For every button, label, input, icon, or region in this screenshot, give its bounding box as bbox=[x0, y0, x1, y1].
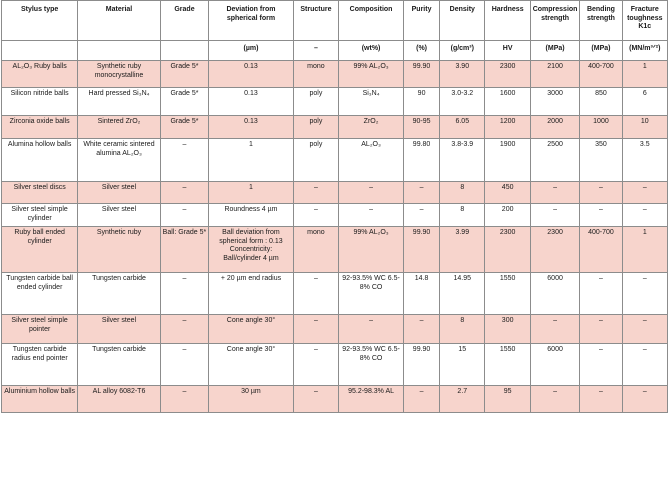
cell-purity: 14.8 bbox=[404, 273, 440, 315]
cell-material: Sintered ZrO₂ bbox=[78, 116, 160, 139]
cell-fracture-toughness: – bbox=[622, 182, 667, 204]
cell-material: Synthetic ruby bbox=[78, 227, 160, 273]
table-row bbox=[2, 315, 668, 344]
cell-fracture-toughness: 1 bbox=[622, 227, 667, 273]
cell-stylus-type: Silver steel simple pointer bbox=[2, 315, 78, 344]
cell-bending-strength: – bbox=[580, 344, 622, 386]
table-row bbox=[2, 61, 668, 88]
cell-bending-strength: 400-700 bbox=[580, 227, 622, 273]
cell-grade: – bbox=[160, 139, 208, 182]
cell-structure: – bbox=[293, 273, 338, 315]
table-row bbox=[2, 227, 668, 273]
cell-purity: 90-95 bbox=[404, 116, 440, 139]
cell-material: Silver steel bbox=[78, 182, 160, 204]
cell-hardness: 95 bbox=[485, 386, 530, 413]
cell-structure: mono bbox=[293, 61, 338, 88]
cell-deviation: 0.13 bbox=[209, 116, 294, 139]
units-row bbox=[2, 41, 668, 61]
cell-bending-strength: 1000 bbox=[580, 116, 622, 139]
cell-bending-strength: 350 bbox=[580, 139, 622, 182]
cell-structure: – bbox=[293, 315, 338, 344]
cell-stylus-type: Tungsten carbide ball ended cylinder bbox=[2, 273, 78, 315]
cell-density: 15 bbox=[440, 344, 485, 386]
cell-material: Hard pressed Si₃N₄ bbox=[78, 88, 160, 116]
unit-fracture-toughness: (MN/m³ᐟ²) bbox=[622, 41, 667, 61]
cell-compression-strength: – bbox=[530, 315, 579, 344]
cell-bending-strength: – bbox=[580, 182, 622, 204]
cell-stylus-type: Alumina hollow balls bbox=[2, 139, 78, 182]
unit-material bbox=[78, 41, 160, 61]
table-row bbox=[2, 182, 668, 204]
cell-deviation: 30 µm bbox=[209, 386, 294, 413]
header-purity: Purity bbox=[404, 1, 440, 41]
header-material: Material bbox=[78, 1, 160, 41]
cell-hardness: 300 bbox=[485, 315, 530, 344]
cell-compression-strength: 3000 bbox=[530, 88, 579, 116]
cell-fracture-toughness: 3.5 bbox=[622, 139, 667, 182]
unit-purity: (%) bbox=[404, 41, 440, 61]
header-compression-strength: Compression strength bbox=[530, 1, 579, 41]
cell-hardness: 450 bbox=[485, 182, 530, 204]
cell-purity: 99.90 bbox=[404, 61, 440, 88]
cell-density: 8 bbox=[440, 315, 485, 344]
cell-purity: 99.90 bbox=[404, 344, 440, 386]
cell-stylus-type: Aluminium hollow balls bbox=[2, 386, 78, 413]
cell-stylus-type: Zirconia oxide balls bbox=[2, 116, 78, 139]
cell-density: 14.95 bbox=[440, 273, 485, 315]
cell-stylus-type: Ruby ball ended cylinder bbox=[2, 227, 78, 273]
unit-bending-strength: (MPa) bbox=[580, 41, 622, 61]
cell-grade: Grade 5* bbox=[160, 88, 208, 116]
cell-deviation: 0.13 bbox=[209, 61, 294, 88]
cell-deviation: Roundness 4 µm bbox=[209, 204, 294, 227]
cell-compression-strength: 2000 bbox=[530, 116, 579, 139]
cell-bending-strength: – bbox=[580, 204, 622, 227]
cell-bending-strength: – bbox=[580, 386, 622, 413]
cell-stylus-type: Tungsten carbide radius end pointer bbox=[2, 344, 78, 386]
cell-material: Silver steel bbox=[78, 204, 160, 227]
cell-composition: 92-93.5% WC 6.5-8% CO bbox=[339, 273, 404, 315]
cell-fracture-toughness: – bbox=[622, 344, 667, 386]
cell-fracture-toughness: – bbox=[622, 315, 667, 344]
table-row bbox=[2, 204, 668, 227]
cell-material: White ceramic sintered alumina AL₂O₃ bbox=[78, 139, 160, 182]
cell-composition: AL₂O₃ bbox=[339, 139, 404, 182]
header-hardness: Hardness bbox=[485, 1, 530, 41]
cell-hardness: 1550 bbox=[485, 273, 530, 315]
cell-composition: – bbox=[339, 204, 404, 227]
cell-stylus-type: Silver steel discs bbox=[2, 182, 78, 204]
cell-material: AL alloy 6082-T6 bbox=[78, 386, 160, 413]
cell-deviation: Cone angle 30° bbox=[209, 315, 294, 344]
unit-compression-strength: (MPa) bbox=[530, 41, 579, 61]
cell-compression-strength: – bbox=[530, 204, 579, 227]
cell-hardness: 1550 bbox=[485, 344, 530, 386]
cell-bending-strength: – bbox=[580, 273, 622, 315]
cell-stylus-type: Silicon nitride balls bbox=[2, 88, 78, 116]
cell-composition: 99% AL₂O₃ bbox=[339, 61, 404, 88]
table-row bbox=[2, 139, 668, 182]
cell-purity: – bbox=[404, 386, 440, 413]
cell-compression-strength: 6000 bbox=[530, 273, 579, 315]
cell-purity: – bbox=[404, 315, 440, 344]
cell-material: Synthetic ruby monocrystalline bbox=[78, 61, 160, 88]
unit-hardness: HV bbox=[485, 41, 530, 61]
cell-purity: – bbox=[404, 204, 440, 227]
cell-bending-strength: 850 bbox=[580, 88, 622, 116]
unit-composition: (wt%) bbox=[339, 41, 404, 61]
cell-grade: – bbox=[160, 344, 208, 386]
cell-material: Tungsten carbide bbox=[78, 273, 160, 315]
cell-deviation: 1 bbox=[209, 139, 294, 182]
cell-fracture-toughness: 6 bbox=[622, 88, 667, 116]
header-fracture-toughness: Fracture toughness K1c bbox=[622, 1, 667, 41]
cell-structure: – bbox=[293, 204, 338, 227]
header-grade: Grade bbox=[160, 1, 208, 41]
stylus-materials-table bbox=[1, 0, 668, 413]
cell-grade: – bbox=[160, 273, 208, 315]
header-bending-strength: Bending strength bbox=[580, 1, 622, 41]
cell-grade: Grade 5* bbox=[160, 61, 208, 88]
unit-grade bbox=[160, 41, 208, 61]
cell-grade: – bbox=[160, 386, 208, 413]
cell-material: Tungsten carbide bbox=[78, 344, 160, 386]
cell-density: 3.90 bbox=[440, 61, 485, 88]
table-row bbox=[2, 116, 668, 139]
cell-composition: 95.2-98.3% AL bbox=[339, 386, 404, 413]
table-row bbox=[2, 386, 668, 413]
cell-compression-strength: 6000 bbox=[530, 344, 579, 386]
cell-deviation: Ball deviation from spherical form : 0.13 Concentricity: Ball/cylinder 4 µm bbox=[209, 227, 294, 273]
header-row bbox=[2, 1, 668, 41]
cell-grade: Grade 5* bbox=[160, 116, 208, 139]
cell-structure: – bbox=[293, 182, 338, 204]
cell-purity: 90 bbox=[404, 88, 440, 116]
cell-hardness: 1600 bbox=[485, 88, 530, 116]
cell-fracture-toughness: – bbox=[622, 204, 667, 227]
cell-composition: 92-93.5% WC 6.5-8% CO bbox=[339, 344, 404, 386]
cell-structure: poly bbox=[293, 88, 338, 116]
cell-grade: – bbox=[160, 182, 208, 204]
cell-hardness: 1200 bbox=[485, 116, 530, 139]
cell-composition: ZrO₂ bbox=[339, 116, 404, 139]
cell-composition: Si₃N₄ bbox=[339, 88, 404, 116]
cell-hardness: 2300 bbox=[485, 227, 530, 273]
cell-compression-strength: 2500 bbox=[530, 139, 579, 182]
cell-fracture-toughness: – bbox=[622, 386, 667, 413]
header-composition: Composition bbox=[339, 1, 404, 41]
cell-density: 6.05 bbox=[440, 116, 485, 139]
header-structure: Structure bbox=[293, 1, 338, 41]
cell-stylus-type: AL₂O₃ Ruby balls bbox=[2, 61, 78, 88]
cell-purity: 99.80 bbox=[404, 139, 440, 182]
cell-structure: poly bbox=[293, 139, 338, 182]
cell-bending-strength: – bbox=[580, 315, 622, 344]
cell-deviation: 1 bbox=[209, 182, 294, 204]
cell-hardness: 2300 bbox=[485, 61, 530, 88]
unit-stylus-type bbox=[2, 41, 78, 61]
cell-compression-strength: 2100 bbox=[530, 61, 579, 88]
cell-density: 3.8-3.9 bbox=[440, 139, 485, 182]
cell-purity: – bbox=[404, 182, 440, 204]
cell-density: 2.7 bbox=[440, 386, 485, 413]
cell-fracture-toughness: – bbox=[622, 273, 667, 315]
cell-structure: – bbox=[293, 344, 338, 386]
cell-density: 3.0-3.2 bbox=[440, 88, 485, 116]
cell-composition: – bbox=[339, 315, 404, 344]
table-row bbox=[2, 344, 668, 386]
unit-density: (g/cm³) bbox=[440, 41, 485, 61]
table-row bbox=[2, 88, 668, 116]
cell-grade: Ball: Grade 5* bbox=[160, 227, 208, 273]
cell-composition: – bbox=[339, 182, 404, 204]
cell-density: 3.99 bbox=[440, 227, 485, 273]
table-row bbox=[2, 273, 668, 315]
cell-fracture-toughness: 1 bbox=[622, 61, 667, 88]
cell-density: 8 bbox=[440, 182, 485, 204]
cell-deviation: Cone angle 30° bbox=[209, 344, 294, 386]
cell-grade: – bbox=[160, 204, 208, 227]
header-stylus-type: Stylus type bbox=[2, 1, 78, 41]
cell-compression-strength: – bbox=[530, 386, 579, 413]
cell-density: 8 bbox=[440, 204, 485, 227]
cell-compression-strength: 2300 bbox=[530, 227, 579, 273]
cell-material: Silver steel bbox=[78, 315, 160, 344]
cell-structure: mono bbox=[293, 227, 338, 273]
cell-grade: – bbox=[160, 315, 208, 344]
cell-hardness: 1900 bbox=[485, 139, 530, 182]
header-density: Density bbox=[440, 1, 485, 41]
cell-composition: 99% AL₂O₃ bbox=[339, 227, 404, 273]
cell-stylus-type: Silver steel simple cylinder bbox=[2, 204, 78, 227]
cell-hardness: 200 bbox=[485, 204, 530, 227]
cell-structure: poly bbox=[293, 116, 338, 139]
cell-deviation: + 20 µm end radius bbox=[209, 273, 294, 315]
cell-fracture-toughness: 10 bbox=[622, 116, 667, 139]
cell-compression-strength: – bbox=[530, 182, 579, 204]
cell-purity: 99.90 bbox=[404, 227, 440, 273]
cell-deviation: 0.13 bbox=[209, 88, 294, 116]
unit-structure: – bbox=[293, 41, 338, 61]
cell-bending-strength: 400-700 bbox=[580, 61, 622, 88]
header-deviation: Deviation from spherical form bbox=[209, 1, 294, 41]
unit-deviation: (µm) bbox=[209, 41, 294, 61]
cell-structure: – bbox=[293, 386, 338, 413]
